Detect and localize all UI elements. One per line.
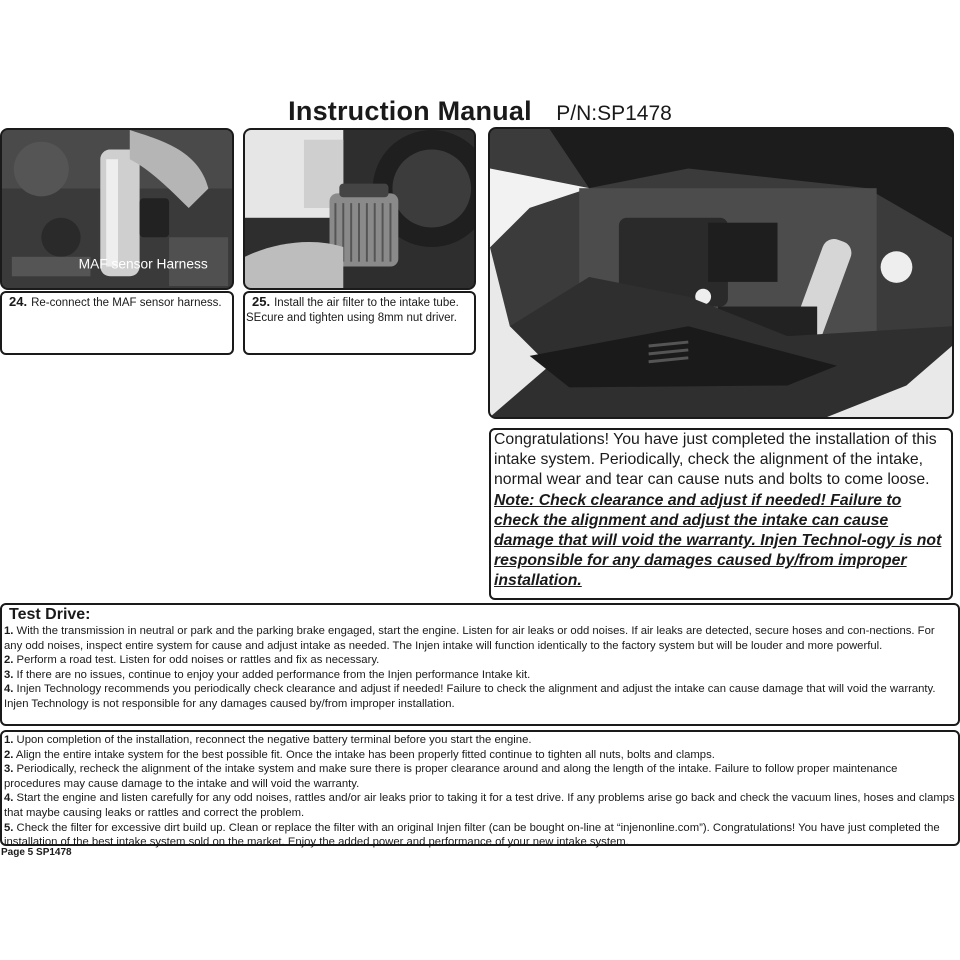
manual-title: Instruction Manual [288, 96, 532, 126]
step-text: Install the air filter to the intake tube. SEcure and tighten using 8mm nut driver. [246, 297, 459, 324]
step-24-caption [0, 291, 234, 355]
engine-bay-photo [488, 127, 954, 419]
air-filter-photo-icon [245, 130, 474, 288]
test-drive-item: 3. If there are no issues, continue to enjoy your added performance from the Injen performance Intake kit. [4, 668, 531, 681]
step-24-photo [0, 128, 234, 290]
final-step-item: 5. Check the filter for excessive dirt build up. Clean or replace the filter with an original Injen filter (can be bought on-line at “injenonline.com”). Congratulations! You have just completed the installation of the best intake system sold on the market. Enjoy the added power and performance of your new intake system. [4, 821, 940, 849]
test-drive-item: 4. Injen Technology recommends you periodically check clearance and adjust if needed! Failure to check the alignment and adjust the intake can cause damage that will void the warranty. Injen Technology is not responsible for any damages caused by/from improper installation. [4, 683, 936, 710]
step-25-caption [243, 291, 476, 355]
part-number: P/N:SP1478 [556, 102, 672, 125]
final-step-item: 3. Periodically, recheck the alignment of the intake system and make sure there is proper clearance around and along the length of the intake. Failure to follow proper maintenance procedures may cause damage to the intake and will void the warranty. [4, 763, 898, 790]
step-number: 24. [9, 294, 28, 309]
test-drive-item: 2. Perform a road test. Listen for odd noises or rattles and fix as necessary. [4, 654, 380, 667]
step-number: 25. [252, 294, 271, 309]
final-step-item: 4. Start the engine and listen carefully for any odd noises, rattles and/or air leaks prior to taking it for a test drive. If any problems arise go back and check the vacuum lines, hoses and clamps that maybe causing leaks or rattles and correct the problem. [4, 792, 955, 819]
test-drive-item: 1. With the transmission in neutral or park and the parking brake engaged, start the engine. Listen for air leaks or odd noises. If air leaks are detected, secure hoses and con-nections. For any odd noises, inspect entire system for cause and adjust intake as needed. The Injen intake will function identically to the factory system but will be louder and more powerful. [4, 625, 935, 652]
maf-harness-label: MAF sensor Harness [78, 256, 208, 272]
step-25-photo [243, 128, 476, 290]
final-step-item: 1. Upon completion of the installation, reconnect the negative battery terminal before you start the engine. [4, 734, 532, 746]
page-footer: Page 5 SP1478 [1, 847, 72, 858]
maf-sensor-photo-icon [2, 130, 232, 288]
congrats-intro: Congratulations! You have just completed the installation of this intake system. Periodically, check the alignment of the intake, normal wear and tear can cause nuts and bolts to come loose. [494, 431, 937, 489]
test-drive-heading: Test Drive: [9, 606, 91, 623]
warranty-note: Note: Check clearance and adjust if needed! Failure to check the alignment and adjust the intake can cause damage that will void the warranty. Injen Technol-ogy is not responsible for any damages caused by/from improper installation. [494, 491, 942, 590]
test-drive-box [0, 603, 960, 726]
final-steps-box [0, 730, 960, 849]
page-header [0, 96, 960, 130]
final-step-item: 2. Align the entire intake system for the best possible fit. Once the intake has been properly fitted continue to tighten all nuts, bolts and clamps. [4, 748, 715, 761]
engine-bay-photo-icon [490, 129, 952, 417]
step-text: Re-connect the MAF sensor harness. [31, 297, 222, 309]
congratulations-box [489, 428, 953, 600]
